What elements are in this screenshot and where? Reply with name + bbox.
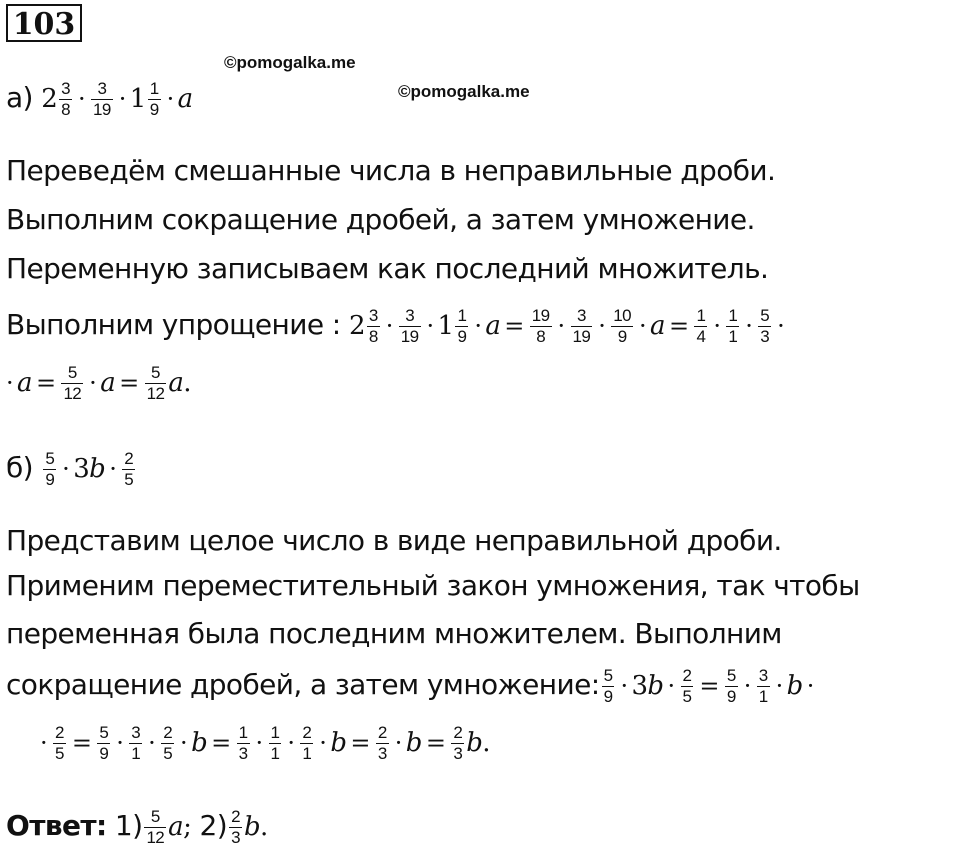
separator: ; bbox=[183, 812, 192, 842]
whole: 1 bbox=[437, 311, 454, 341]
variable: a bbox=[177, 84, 193, 114]
fraction: $\frac{1}{9}$ bbox=[149, 78, 159, 119]
coefficient: 3 bbox=[631, 671, 648, 701]
variable: a bbox=[168, 812, 184, 842]
part-b-solution-line-1: сокращение дробей, а затем умножение: $\frac{5}{9}$ · 3b · $\frac{2}{5}$ = $\frac{5}{9}$ · $\frac{3}{1}$ · b · bbox=[6, 665, 814, 706]
fraction: $\frac{5}{9}$ bbox=[45, 448, 55, 489]
variable: b bbox=[647, 671, 664, 701]
variable: b bbox=[786, 671, 803, 701]
part-a-expression: а) 2 $\frac{3}{8}$ · $\frac{3}{19}$ · 1 $\frac{1}{9}$ · a bbox=[6, 78, 193, 119]
fraction: $\frac{3}{8}$ bbox=[61, 78, 71, 119]
fraction: $\frac{3}{1}$ bbox=[131, 722, 141, 763]
part-a-solution-line-2: · a = $\frac{5}{12}$ · a = $\frac{5}{12}$ a. bbox=[6, 362, 191, 403]
fraction: $\frac{1}{1}$ bbox=[728, 305, 738, 346]
variable: a bbox=[168, 368, 184, 398]
fraction: $\frac{3}{19}$ bbox=[93, 78, 111, 119]
part-a-text-line: Переменную записываем как последний множитель. bbox=[6, 252, 769, 285]
fraction: $\frac{5}{3}$ bbox=[760, 305, 770, 346]
fraction: $\frac{2}{3}$ bbox=[231, 806, 240, 847]
variable: a bbox=[100, 368, 116, 398]
whole: 2 bbox=[41, 84, 58, 114]
watermark: ©pomogalka.me bbox=[224, 53, 356, 72]
answer-line bbox=[6, 806, 268, 848]
task-number: 103 bbox=[6, 4, 82, 42]
fraction: $\frac{19}{8}$ bbox=[531, 305, 550, 346]
part-b-text-line: Представим целое число в виде неправильной дроби. bbox=[6, 524, 782, 557]
fraction: $\frac{2}{5}$ bbox=[124, 448, 134, 489]
whole: 2 bbox=[348, 311, 365, 341]
answer-item-2: 2) bbox=[199, 809, 228, 842]
part-a-text-line: Переведём смешанные числа в неправильные дроби. bbox=[6, 154, 776, 187]
fraction: $\frac{5}{9}$ bbox=[603, 665, 613, 706]
part-b-expression: б) $\frac{5}{9}$ · 3b · $\frac{2}{5}$ bbox=[6, 448, 134, 489]
fraction: $\frac{2}{5}$ bbox=[163, 722, 173, 763]
answer-item-1: 1) bbox=[114, 809, 143, 842]
variable: a bbox=[650, 311, 665, 341]
whole: 1 bbox=[129, 84, 146, 114]
part-a-solution-line-1: Выполним упрощение : 2 $\frac{3}{8}$ · $\frac{3}{19}$ · 1 $\frac{1}{9}$ · a = $\frac{19}{8}$ · $\frac{3}{19}$ · $\frac{10}{9}$ · a = $\frac{1}{4}$ · $\frac{1}{1}$ · $\frac{5}{3}$ · bbox=[6, 305, 785, 346]
part-b-solution-line-2: · $\frac{2}{5}$ = $\frac{5}{9}$ · $\frac{3}{1}$ · $\frac{2}{5}$ · b = $\frac{1}{3}$ · $\frac{1}{1}$ · $\frac{2}{1}$ · b = $\frac{2}{3}$ · b = $\frac{2}{3}$ b. bbox=[40, 722, 490, 763]
part-b-text-line: сокращение дробей, а затем умножение: bbox=[6, 668, 600, 701]
fraction: $\frac{10}{9}$ bbox=[613, 305, 632, 346]
fraction: $\frac{2}{3}$ bbox=[453, 722, 463, 763]
variable: b bbox=[330, 728, 347, 758]
variable: b bbox=[89, 454, 106, 484]
fraction: $\frac{5}{12}$ bbox=[146, 806, 165, 847]
coefficient: 3 bbox=[73, 454, 90, 484]
fraction: $\frac{2}{3}$ bbox=[377, 722, 387, 763]
fraction: $\frac{5}{9}$ bbox=[99, 722, 109, 763]
period: . bbox=[260, 812, 268, 842]
fraction: $\frac{3}{1}$ bbox=[758, 665, 768, 706]
variable: b bbox=[405, 728, 422, 758]
watermark: ©pomogalka.me bbox=[398, 82, 530, 101]
answer-label: Ответ: bbox=[6, 809, 107, 842]
variable: a bbox=[485, 311, 501, 341]
fraction: $\frac{5}{12}$ bbox=[63, 362, 82, 403]
fraction: $\frac{5}{9}$ bbox=[726, 665, 736, 706]
fraction: $\frac{3}{19}$ bbox=[400, 305, 419, 346]
part-b-text-line: Применим переместительный закон умножения, так чтобы bbox=[6, 569, 860, 602]
fraction: $\frac{1}{1}$ bbox=[270, 722, 280, 763]
variable: b bbox=[466, 728, 483, 758]
fraction: $\frac{1}{3}$ bbox=[238, 722, 248, 763]
part-a-text-line: Выполним сокращение дробей, а затем умножение. bbox=[6, 203, 755, 236]
part-a-text-line: Выполним упрощение : bbox=[6, 308, 341, 341]
fraction: $\frac{1}{9}$ bbox=[457, 305, 467, 346]
fraction: $\frac{3}{8}$ bbox=[368, 305, 378, 346]
fraction: $\frac{2}{5}$ bbox=[55, 722, 64, 763]
fraction: $\frac{2}{5}$ bbox=[682, 665, 692, 706]
variable: b bbox=[243, 812, 260, 842]
fraction: $\frac{5}{12}$ bbox=[146, 362, 165, 403]
variable: b bbox=[191, 728, 208, 758]
part-b-text-line: переменная была последним множителем. Выполним bbox=[6, 617, 782, 650]
part-b-label: б) bbox=[6, 451, 33, 484]
variable: a bbox=[17, 368, 32, 398]
part-a-label: а) bbox=[6, 81, 33, 114]
fraction: $\frac{2}{1}$ bbox=[302, 722, 312, 763]
fraction: $\frac{3}{19}$ bbox=[572, 305, 591, 346]
fraction: $\frac{1}{4}$ bbox=[696, 305, 706, 346]
